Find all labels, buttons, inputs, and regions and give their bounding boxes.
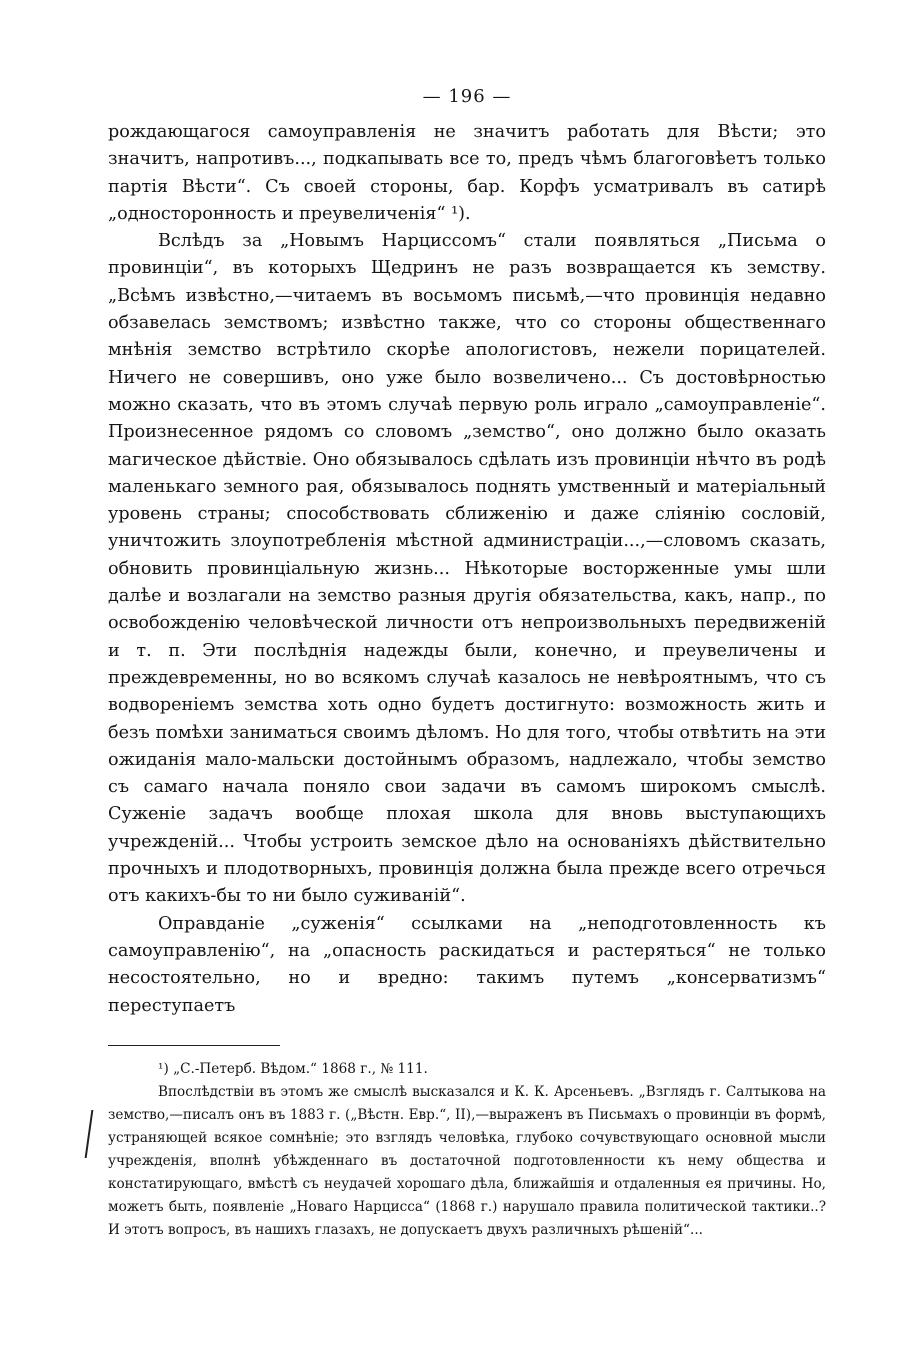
footnote-continuation: Впослѣдствіи въ этомъ же смыслѣ высказался и К. К. Арсеньевъ. „Взглядъ г. Салтыкова на земство,—писалъ онъ въ 1883 г. („Вѣстн. Евр.“, II),—выраженъ въ Письмахъ о провинціи въ формѣ, устраняющей всякое сомнѣніе; это взглядъ человѣка, глубоко сочувствующаго основной мысли учрежденія, вполнѣ убѣжденнаго въ достаточной подготовленности къ нему общества и констатирующаго, вмѣстѣ съ неудачей хорошаго дѣла, ближайшія и отдаленныя ея причины. Но, можетъ быть, появленіе „Новаго Нарцисса“ (1868 г.) нарушало правила политической тактики..? И этотъ вопросъ, въ нашихъ глазахъ, не допускаетъ двухъ различныхъ рѣшеній“... — [108, 1083, 826, 1238]
main-text — [108, 119, 826, 1020]
footnote-divider — [108, 1045, 280, 1046]
book-page — [108, 86, 826, 1242]
page-number: — 196 — — [422, 86, 512, 107]
margin-pencil-mark — [85, 1110, 94, 1158]
paragraph-1: рождающагося самоуправленія не значитъ работать для Вѣсти; это значитъ, напротивъ..., подкапывать все то, предъ чѣмъ благоговѣетъ только партія Вѣсти“. Съ своей стороны, бар. Корфъ усматривалъ въ сатирѣ „односторонность и преувеличенія“ ¹). — [108, 122, 826, 224]
footnotes — [108, 1058, 826, 1242]
paragraph-2: Вслѣдъ за „Новымъ Нарциссомъ“ стали появляться „Письма о провинціи“, въ которыхъ Щедринъ не разъ возвращается къ земству. „Всѣмъ извѣстно,—читаемъ въ восьмомъ письмѣ,—что провинція недавно обзавелась земствомъ; извѣстно также, что со стороны общественнаго мнѣнія земство встрѣтило скорѣе апологистовъ, нежели порицателей. Ничего не совершивъ, оно уже было возвеличено... Съ достовѣрностью можно сказать, что въ этомъ случаѣ первую роль играло „самоуправленіе“. Произнесенное рядомъ со словомъ „земство“, оно должно было оказать магическое дѣйствіе. Оно обязывалось сдѣлать изъ провинціи нѣчто въ родѣ маленькаго земного рая, обязывалось поднять умственный и матеріальный уровень страны; способствовать сближенію и даже слiянію сословій, уничтожить злоупотребленія мѣстной администраціи...,—словомъ сказать, обновить провинціальную жизнь... Нѣкоторые восторженные умы шли далѣе и возлагали на земство разныя другія обязательства, какъ, напр., по освобожденію человѣческой личности отъ непроизвольныхъ передвиженій и т. п. Эти послѣднія надежды были, конечно, и преувеличены и преждевременны, но во всякомъ случаѣ казалось не невѣроятнымъ, что съ водвореніемъ земства хоть одно будетъ достигнуто: возможность жить и безъ помѣхи заниматься своимъ дѣломъ. Но для того, чтобы отвѣтить на эти ожиданія мало-мальски достойнымъ образомъ, надлежало, чтобы земство съ самаго начала поняло свои задачи въ самомъ широкомъ смыслѣ. Суженіе задачъ вообще плохая школа для вновь выступающихъ учрежденій... Чтобы устроить земское дѣло на основаніяхъ дѣйствительно прочныхъ и плодотворныхъ, провинція должна была прежде всего отречься отъ какихъ-бы то ни было суживаній“. — [108, 231, 826, 907]
paragraph-3: Оправданіе „суженія“ ссылками на „неподготовленность къ самоуправленію“, на „опасность раскидаться и растеряться“ не только несостоятельно, но и вредно: такимъ путемъ „консерватизмъ“ переступаетъ — [108, 913, 826, 1016]
footnote-1: ¹) „С.-Петерб. Вѣдом.“ 1868 г., № 111. — [158, 1060, 428, 1077]
